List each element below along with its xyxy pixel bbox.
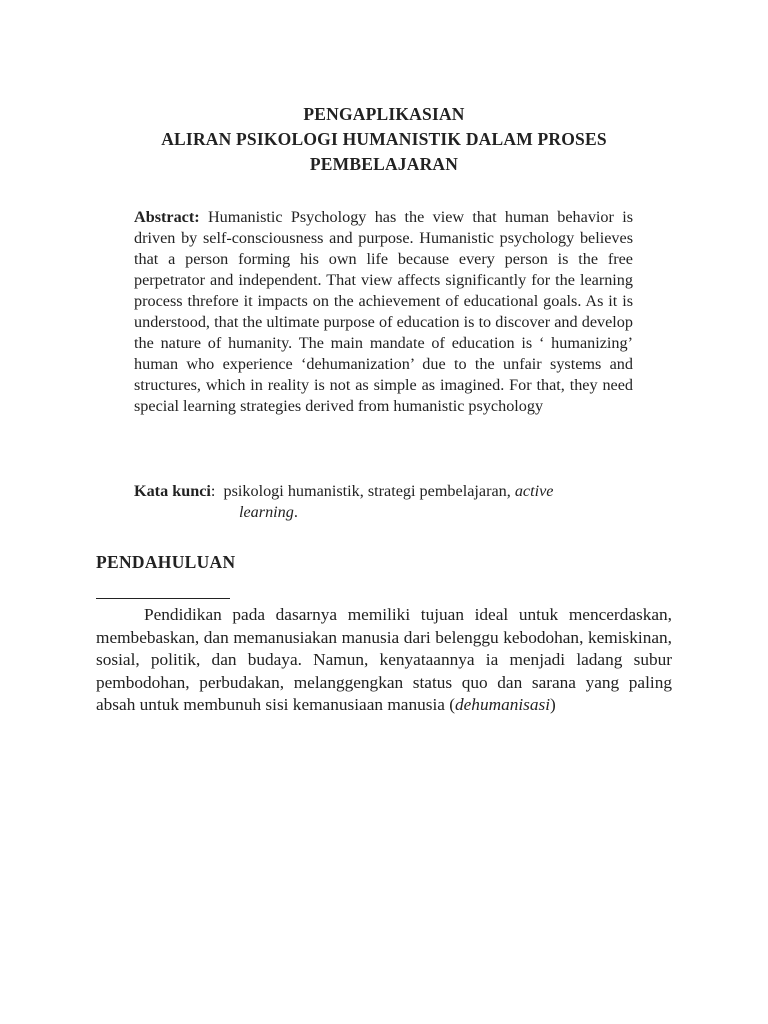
keywords-label: Kata kunci <box>134 482 211 500</box>
paragraph-end: ) <box>550 695 556 715</box>
section-heading: PENDAHULUAN <box>96 552 236 572</box>
body-paragraph <box>96 604 672 717</box>
title-line-3: PEMBELAJARAN <box>309 154 459 174</box>
abstract-label: Abstract: <box>134 208 200 226</box>
title-line-2: ALIRAN PSIKOLOGI HUMANISTIK DALAM PROSES <box>161 129 607 149</box>
abstract-block <box>134 207 633 417</box>
keywords-block <box>134 481 633 523</box>
keywords-italic-2: learning <box>239 503 294 521</box>
abstract-text: Humanistic Psychology has the view that human behavior is driven by self-consciousness and purpose. Humanistic psychology believes that a person forming his own life because every person is the free perpetrator and independent. That view affects significantly for the learning process threfore it impacts on the achievement of educational goals. As it is understood, that the ultimate purpose of education is to discover and develop the nature of humanity. The main mandate of education is ‘ humanizing’ human who experience ‘dehumanization’ due to the unfair systems and structures, which in reality is not as simple as imagined. For that, they need special learning strategies derived from humanistic psychology <box>134 208 634 415</box>
keywords-line-2 <box>134 502 633 523</box>
document-title <box>96 102 672 177</box>
footnote-separator <box>96 598 230 599</box>
keywords-separator: : <box>210 482 216 500</box>
title-line-1: PENGAPLIKASIAN <box>303 104 465 124</box>
keywords-italic-1: active <box>514 482 554 500</box>
keywords-text: psikologi humanistik, strategi pembelajaran, <box>223 482 511 500</box>
keywords-end: . <box>293 503 298 521</box>
paragraph-text: Pendidikan pada dasarnya memiliki tujuan ideal untuk mencerdaskan, membebaskan, dan memanusiakan manusia dari belenggu kebodohan, kemiskinan, sosial, politik, dan budaya. Namun, kenyataannya ia menjadi ladang subur pembodohan, perbudakan, melanggengkan status quo dan sarana yang paling absah untuk membunuh sisi kemanusiaan manusia ( <box>96 605 672 715</box>
keywords-line-1 <box>134 481 633 502</box>
paragraph-italic-term: dehumanisasi <box>455 695 551 715</box>
